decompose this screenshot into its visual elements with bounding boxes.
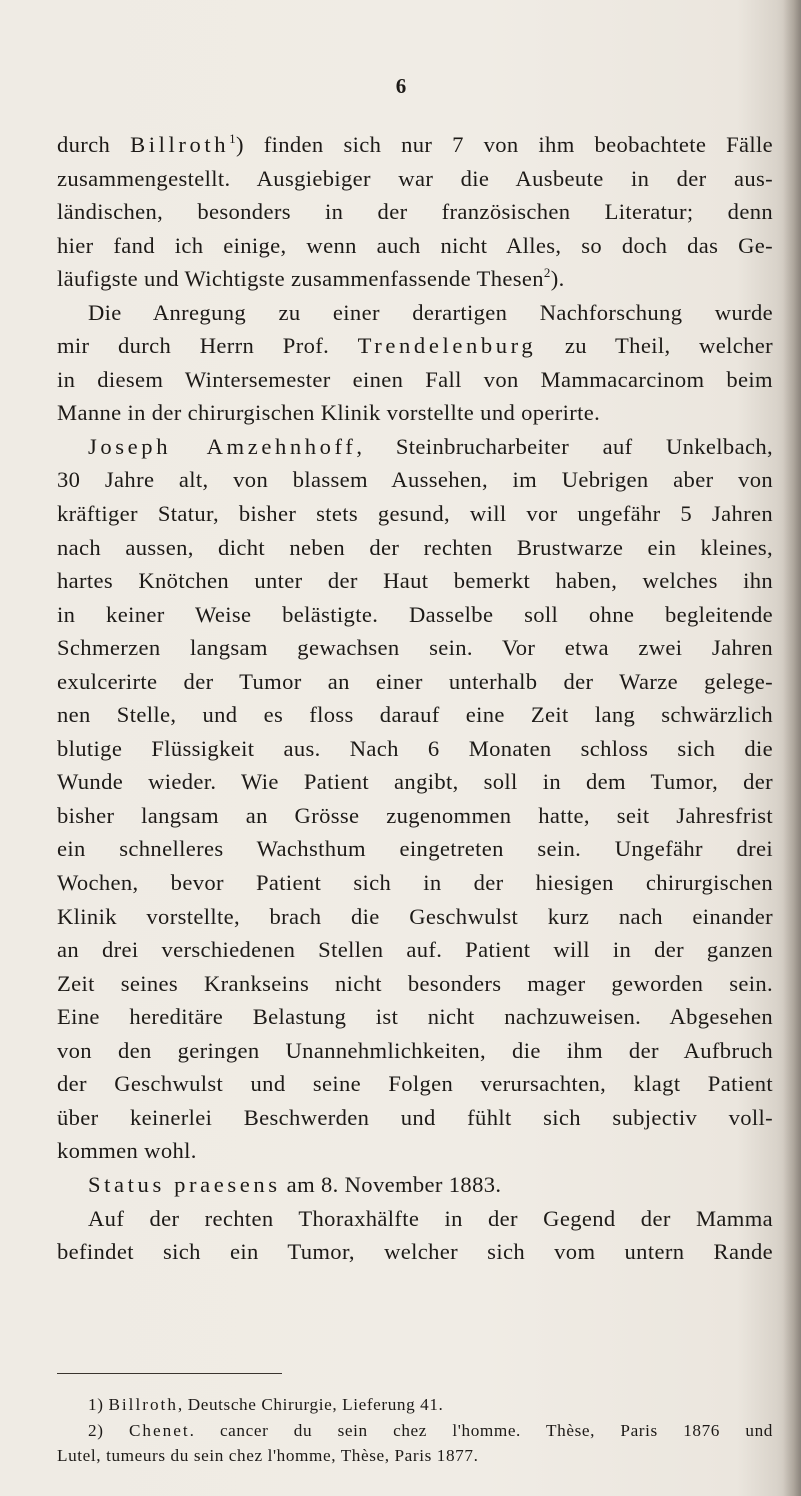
footnote-2-continued: Lutel, tumeurs du sein chez l'homme, Thèse, Paris 1877. — [57, 1446, 479, 1465]
footnote-author: Billroth — [108, 1395, 178, 1414]
footnote-ref: 2 — [543, 265, 551, 281]
page-number: 6 — [395, 74, 407, 98]
text-line: hier fand ich einige, wenn auch nicht Alles, so doch das Ge- — [57, 232, 773, 258]
text-line: Joseph Amzehnhoff, Steinbrucharbeiter auf Unkelbach, — [88, 433, 773, 459]
spaced-name-billroth: Billroth — [130, 132, 230, 157]
text-line: ländischen, besonders in der französischen Literatur; denn — [57, 199, 773, 225]
footnote-author: Chenet — [128, 1420, 190, 1440]
footnote-2: 2) Chenet. cancer du sein chez l'homme. Thèse, Paris 1876 und — [88, 1420, 773, 1440]
text-line: Zeit seines Krankseins nicht besonders mager geworden sein. — [57, 970, 773, 996]
text-line: Wochen, bevor Patient sich in der hiesigen chirurgischen — [57, 870, 773, 896]
text-line: Die Anregung zu einer derartigen Nachforschung wurde — [88, 299, 773, 325]
text-line: befindet sich ein Tumor, welcher sich vom untern Rande — [57, 1239, 773, 1265]
text-line: mir durch Herrn Prof. Trendelenburg zu Theil, welcher — [57, 333, 773, 359]
text-line: läufigste und Wichtigste zusammenfassende Thesen$^2$). — [57, 265, 565, 292]
text-line: in diesem Wintersemester einen Fall von Mammacarcinom beim — [57, 366, 773, 392]
text-line: bisher langsam an Grösse zugenommen hatte, seit Jahresfrist — [57, 802, 773, 828]
text-line: kommen wohl. — [57, 1138, 197, 1164]
text-line: nach aussen, dicht neben der rechten Brustwarze ein kleines, — [57, 534, 773, 560]
text-line: Schmerzen langsam gewachsen sein. Vor etwa zwei Jahren — [57, 635, 773, 661]
text-line: Manne in der chirurgischen Klinik vorstellte und operirte. — [57, 400, 601, 426]
footnote-divider — [57, 1373, 282, 1374]
text-line: Status praesens am 8. November 1883. — [88, 1171, 502, 1197]
text-line: 30 Jahre alt, von blassem Aussehen, im Uebrigen aber von — [57, 467, 773, 493]
body-text — [57, 128, 773, 1269]
text-line: nen Stelle, und es floss darauf eine Zeit lang schwärzlich — [57, 702, 773, 728]
text-line: in keiner Weise belästigte. Dasselbe soll ohne begleitende — [57, 601, 773, 627]
text-line: über keinerlei Beschwerden und fühlt sich subjectiv voll- — [57, 1104, 773, 1130]
text-line: ein schnelleres Wachsthum eingetreten sein. Ungefähr drei — [57, 836, 773, 862]
text-line: kräftiger Statur, bisher stets gesund, will vor ungefähr 5 Jahren — [57, 501, 773, 527]
text-line: exulcerirte der Tumor an einer unterhalb der Warze gelege- — [57, 668, 773, 694]
footnote-ref: 1 — [229, 131, 237, 146]
text-line: durch Billroth$^1$) finden sich nur 7 von ihm beobachtete Fälle — [57, 131, 773, 157]
text-line: zusammengestellt. Ausgiebiger war die Ausbeute in der aus- — [57, 165, 773, 191]
text-line: an drei verschiedenen Stellen auf. Patient will in der ganzen — [57, 937, 773, 963]
spaced-name-trendelenburg: Trendelenburg — [357, 333, 537, 359]
footnotes — [57, 1392, 773, 1469]
spaced-name-patient: Joseph Amzehnhoff — [88, 433, 357, 459]
text-line: der Geschwulst und seine Folgen verursachten, klagt Patient — [57, 1071, 773, 1097]
text-line: hartes Knötchen unter der Haut bemerkt haben, welches ihn — [57, 568, 773, 594]
text-line: Wunde wieder. Wie Patient angibt, soll in dem Tumor, der — [57, 769, 773, 795]
page-edge-shadow — [783, 0, 801, 1496]
text-line: von den geringen Unannehmlichkeiten, die ihm der Aufbruch — [57, 1037, 773, 1063]
text-line: Klinik vorstellte, brach die Geschwulst kurz nach einander — [57, 903, 773, 929]
text-line: blutige Flüssigkeit aus. Nach 6 Monaten schloss sich die — [57, 735, 773, 761]
text-line: Auf der rechten Thoraxhälfte in der Gegend der Mamma — [88, 1205, 773, 1231]
footnote-1: 1) Billroth, Deutsche Chirurgie, Lieferung 41. — [88, 1395, 444, 1414]
text-line: Eine hereditäre Belastung ist nicht nachzuweisen. Abgesehen — [57, 1004, 773, 1030]
spaced-heading-status-praesens: Status praesens — [88, 1171, 281, 1197]
